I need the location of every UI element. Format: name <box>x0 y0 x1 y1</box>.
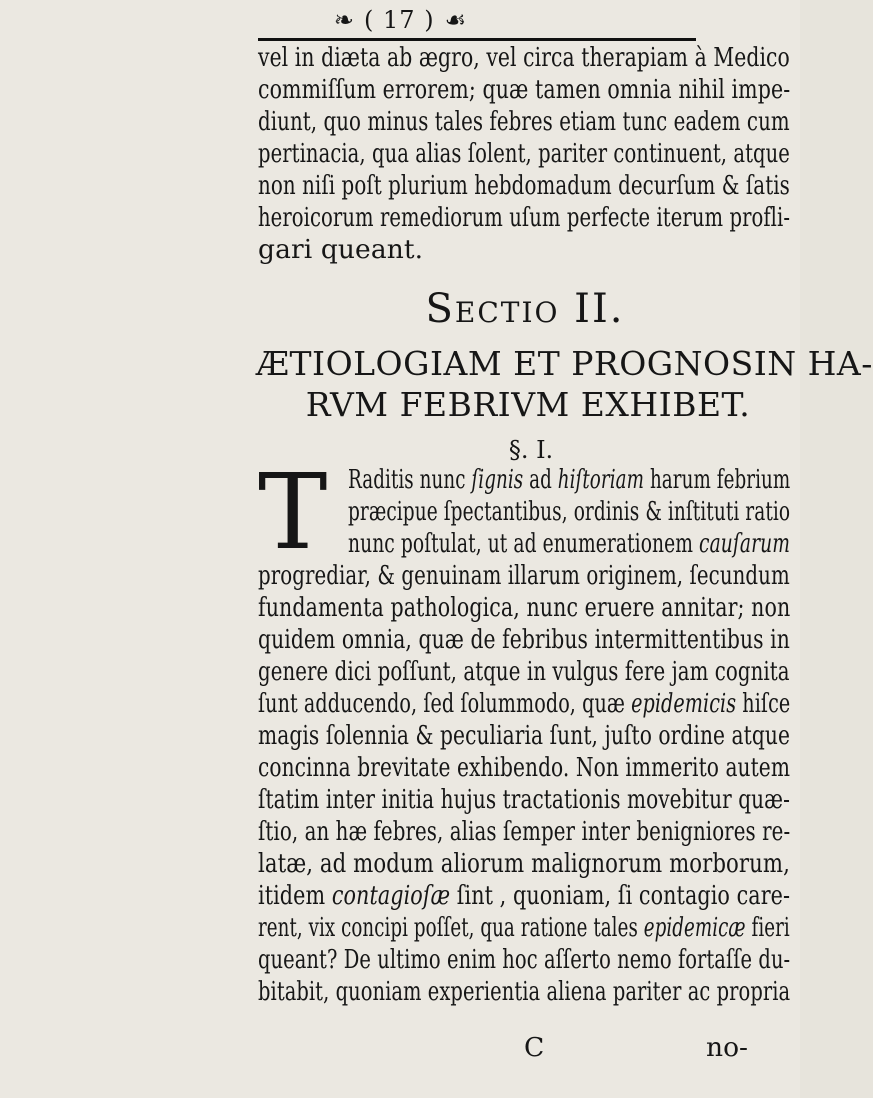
text-line <box>258 752 790 784</box>
text-run: progrediar, & genuinam illarum originem, ſecundum <box>258 560 790 591</box>
text-run: genere dici poſſunt, atque in vulgus fere jam cognita <box>258 656 790 687</box>
text-line <box>258 656 790 688</box>
text-run: concinna brevitate exhibendo. Non immerito autem <box>258 752 791 783</box>
running-header <box>0 2 800 38</box>
text-line <box>348 528 790 560</box>
text-run: magis ſolennia & peculiaria ſunt, juſto ordine atque <box>258 720 790 751</box>
section-heading-line-1: ÆTIOLOGIAM ET PROGNOSIN HA- <box>256 344 873 383</box>
italic-run: ſignis <box>471 464 524 495</box>
text-run: præcipue ſpectantibus, ordinis & inſtituti ratio <box>348 496 791 527</box>
italic-run: contagioſæ <box>331 880 451 911</box>
text-line: diunt, quo minus tales febres etiam tunc eadem cum <box>258 106 790 137</box>
text-run: itidem <box>258 880 332 911</box>
text-line <box>258 848 790 880</box>
text-run: bitabit, quoniam experientia aliena pariter ac propria <box>258 976 791 1007</box>
text-run: ſint , quoniam, ſi contagio care- <box>450 880 791 911</box>
text-run: ad <box>523 464 558 495</box>
italic-run: epidemicis <box>631 688 737 719</box>
text-line: commiſſum errorem; quæ tamen omnia nihil impe- <box>258 74 791 105</box>
text-run: Raditis nunc <box>348 464 472 495</box>
section-heading-line-2: RVM FEBRIVM EXHIBET. <box>305 385 751 424</box>
text-line <box>348 496 790 528</box>
text-line <box>258 976 790 1008</box>
text-line <box>258 880 790 912</box>
text-line <box>258 816 790 848</box>
text-run: ſtio, an hæ febres, alias ſemper inter benigniores re- <box>258 816 791 847</box>
text-run: ſtatim inter initia hujus tractationis movebitur quæ- <box>258 784 790 815</box>
text-line: pertinacia, qua alias ſolent, pariter continuent, atque <box>258 138 790 169</box>
page-number: ( 17 ) <box>364 6 435 34</box>
italic-run: hiſtoriam <box>557 464 645 495</box>
drop-cap: T <box>258 451 328 573</box>
italic-run: cauſarum <box>699 528 790 559</box>
text-run: harum febrium <box>644 464 791 495</box>
header-rule <box>258 38 696 41</box>
text-run: ſunt adducendo, ſed ſolummodo, quæ <box>258 688 632 719</box>
text-line <box>258 784 790 816</box>
text-run: latæ, ad modum aliorum malignorum morborum, <box>258 848 790 879</box>
text-run: quidem omnia, quæ de febribus intermittentibus in <box>258 624 790 655</box>
fleuron-left-icon: ❧ <box>333 6 355 34</box>
text-line <box>258 720 790 752</box>
text-run: queant? De ultimo enim hoc aſſerto nemo fortaſſe du- <box>258 944 791 975</box>
text-line <box>258 560 790 592</box>
signature-mark: C <box>524 1032 545 1063</box>
text-line: gari queant. <box>258 234 424 265</box>
catchword: no- <box>706 1032 748 1063</box>
text-run: nunc poſtulat, ut ad enumerationem <box>348 528 700 559</box>
text-line: heroicorum remediorum uſum perfecte iterum profli- <box>258 202 791 233</box>
text-run: fundamenta pathologica, nunc eruere annitar; non <box>258 592 791 623</box>
text-line <box>348 464 790 496</box>
text-run: hiſce <box>736 688 791 719</box>
text-line: vel in diæta ab ægro, vel circa therapiam à Medico <box>258 42 790 73</box>
text-line <box>258 592 790 624</box>
fleuron-right-icon: ☙ <box>444 6 467 34</box>
text-run: fieri <box>745 912 790 943</box>
text-line <box>258 944 790 976</box>
section-title: Sectio II. <box>425 286 625 332</box>
text-run: rent, vix concipi poſſet, qua ratione tales <box>258 912 644 943</box>
italic-run: epidemicæ <box>643 912 746 943</box>
text-line <box>258 688 790 720</box>
paragraph-mark: §. I. <box>508 436 554 464</box>
text-line <box>258 624 790 656</box>
text-line <box>258 912 790 944</box>
text-line: non niſi poſt plurium hebdomadum decurſum & ſatis <box>258 170 790 201</box>
